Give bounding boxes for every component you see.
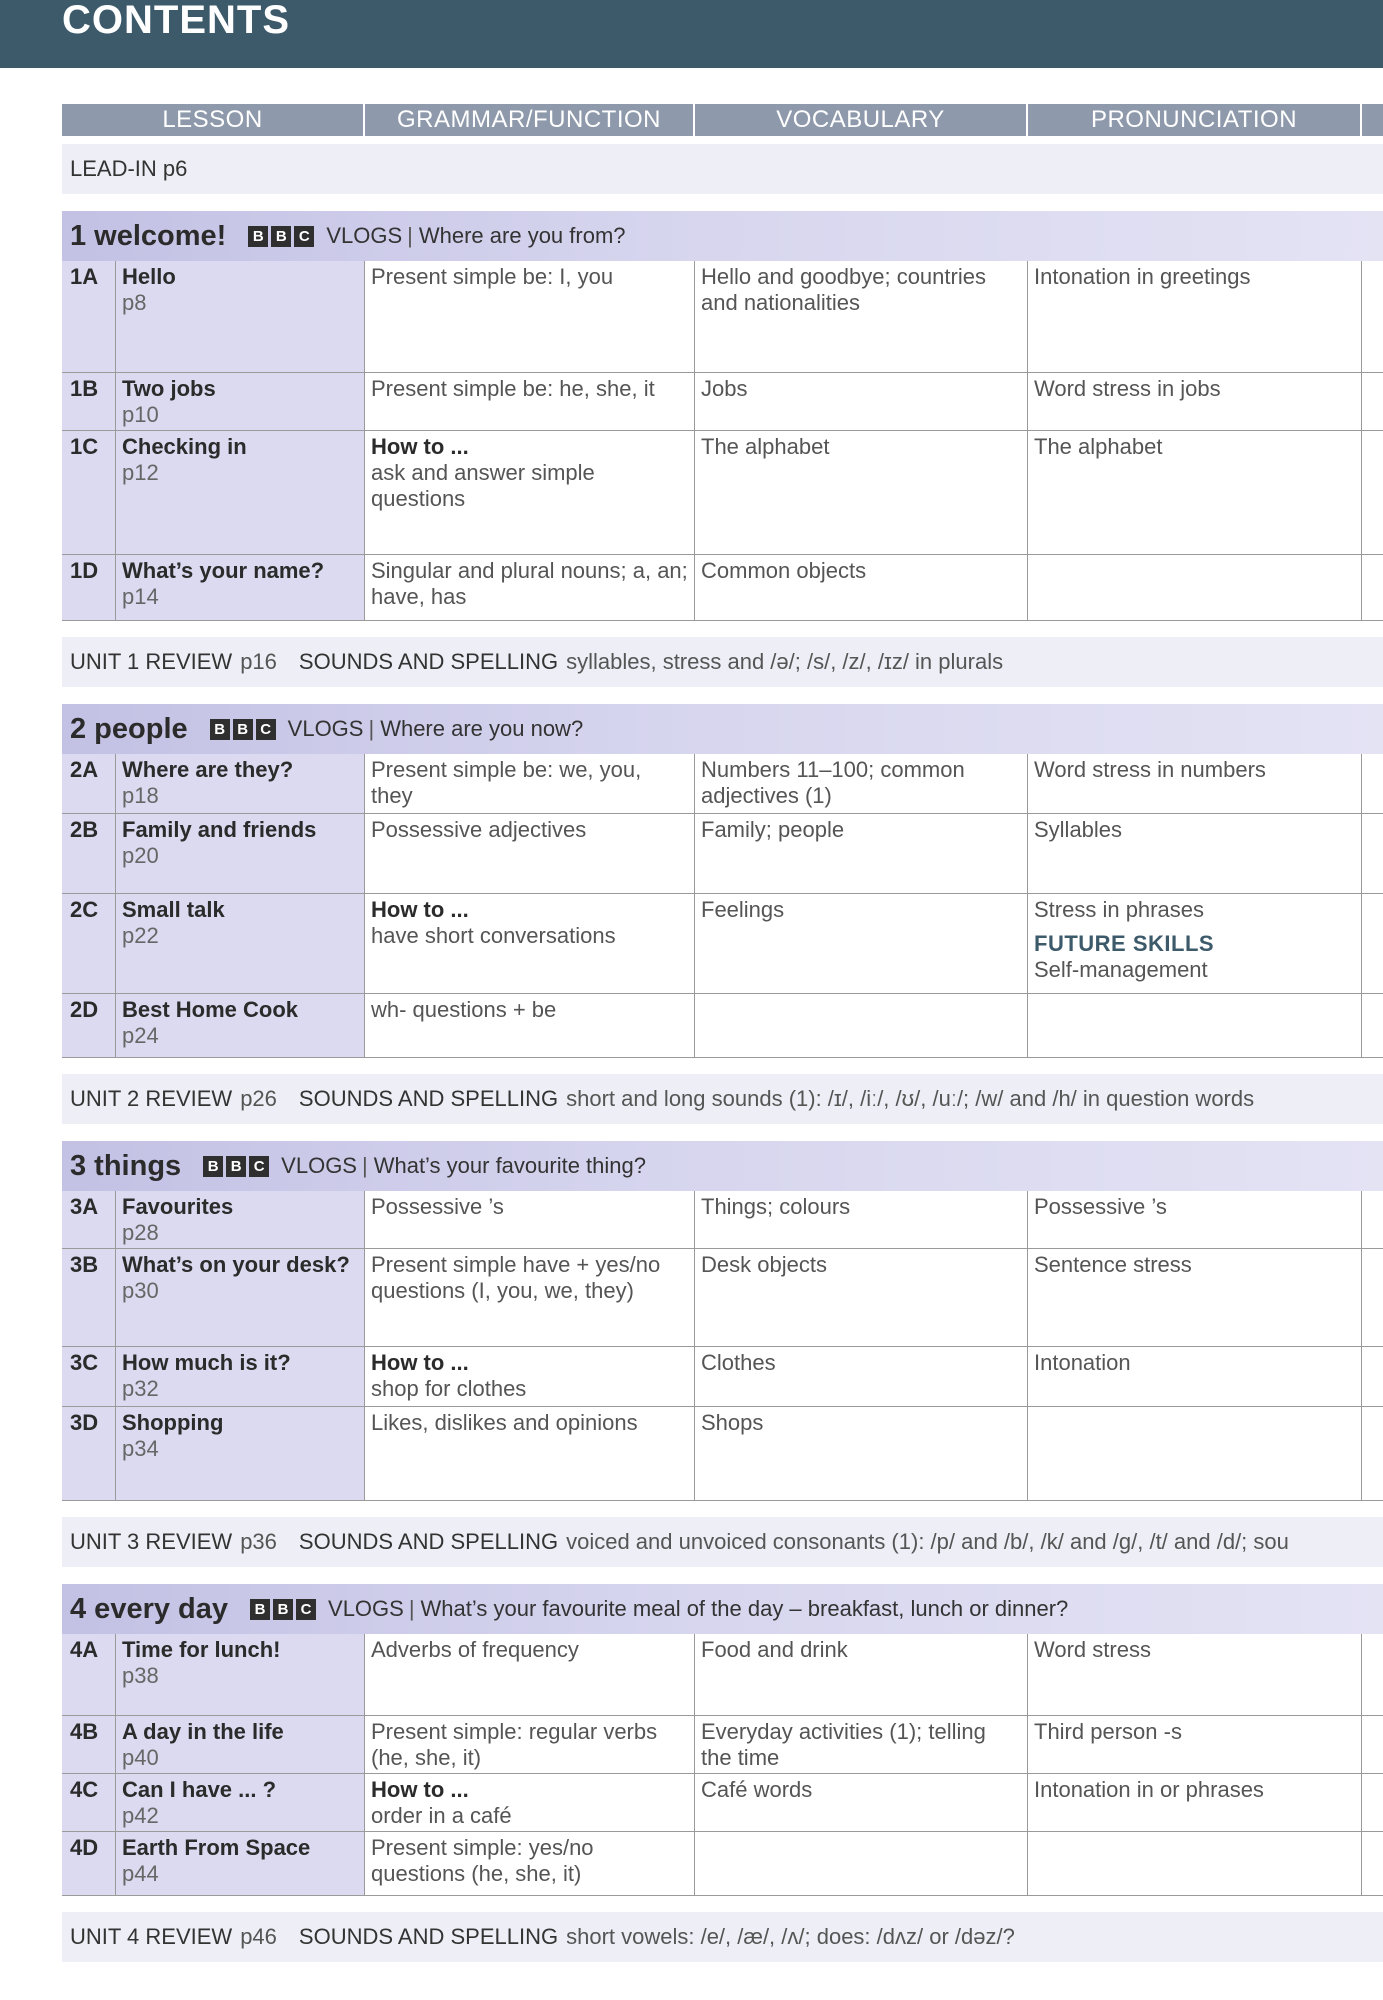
lesson-row	[62, 1774, 1383, 1832]
pronunciation-cell	[1028, 1832, 1362, 1895]
lesson-page: p12	[122, 460, 159, 485]
row-edge	[1362, 814, 1383, 893]
row-edge	[1362, 1249, 1383, 1346]
grammar-cell	[365, 814, 695, 893]
vlogs-question: What’s your favourite thing?	[373, 1153, 646, 1178]
review-page: p46	[240, 1924, 277, 1949]
how-to-label: How to ...	[371, 897, 469, 922]
grammar-cell	[365, 754, 695, 813]
pronunciation-cell	[1028, 894, 1362, 993]
bbc-logo	[203, 1156, 269, 1177]
pronunciation-cell	[1028, 1634, 1362, 1715]
lesson-row	[62, 1716, 1383, 1774]
vocabulary-cell: Food and drink	[695, 1634, 1028, 1715]
pronunciation-text: Word stress in jobs	[1034, 376, 1221, 401]
lesson-name: Where are they?	[122, 757, 294, 782]
lesson-code: 3A	[62, 1191, 116, 1248]
lesson-cell	[116, 894, 365, 993]
grammar-text: wh- questions + be	[371, 997, 557, 1022]
row-edge	[1362, 1832, 1383, 1895]
vocabulary-cell: Hello and goodbye; countries and nationalities	[695, 261, 1028, 372]
grammar-text: Singular and plural nouns; a, an; have, has	[371, 558, 688, 609]
lesson-page: p24	[122, 1023, 159, 1048]
how-to-label: How to ...	[371, 1350, 469, 1375]
vlogs-label: VLOGS	[328, 1596, 404, 1621]
row-edge	[1362, 1716, 1383, 1773]
row-edge	[1362, 1407, 1383, 1500]
lesson-cell	[116, 1249, 365, 1346]
vocabulary-cell: Family; people	[695, 814, 1028, 893]
lesson-row	[62, 555, 1383, 621]
how-to-label: How to ...	[371, 1777, 469, 1802]
lesson-row	[62, 1634, 1383, 1716]
vlogs-label: VLOGS	[326, 223, 403, 248]
bbc-letter: C	[256, 719, 276, 740]
lesson-code: 2B	[62, 814, 116, 893]
lesson-cell	[116, 431, 365, 554]
pronunciation-text: Third person -s	[1034, 1719, 1182, 1744]
row-edge	[1362, 1347, 1383, 1406]
pronunciation-cell	[1028, 431, 1362, 554]
unit-heading	[62, 1584, 1383, 1634]
sounds-and-spelling-text: short and long sounds (1): /ɪ/, /iː/, /ʊ/, /uː/; /w/ and /h/ in question words	[566, 1086, 1255, 1111]
lesson-cell	[116, 754, 365, 813]
grammar-cell	[365, 1832, 695, 1895]
lesson-name: What’s your name?	[122, 558, 325, 583]
lesson-code: 4D	[62, 1832, 116, 1895]
column-header-pronunciation: PRONUNCIATION	[1028, 104, 1362, 136]
header-banner	[0, 0, 1383, 68]
bbc-letter: B	[210, 719, 230, 740]
row-edge	[1362, 894, 1383, 993]
lesson-cell	[116, 373, 365, 430]
bbc-letter: B	[203, 1156, 223, 1177]
lesson-row	[62, 1191, 1383, 1249]
lesson-row	[62, 1832, 1383, 1896]
lesson-row	[62, 754, 1383, 814]
pronunciation-cell	[1028, 1407, 1362, 1500]
grammar-cell	[365, 1774, 695, 1831]
lesson-page: p22	[122, 923, 159, 948]
unit-heading	[62, 211, 1383, 261]
lesson-page: p18	[122, 783, 159, 808]
pronunciation-cell	[1028, 1774, 1362, 1831]
lesson-name: Shopping	[122, 1410, 224, 1435]
review-label: UNIT 2 REVIEW	[70, 1086, 233, 1111]
grammar-text: Present simple be: we, you, they	[371, 757, 642, 808]
unit-title: 4 every day	[70, 1592, 229, 1625]
sounds-and-spelling-text: voiced and unvoiced consonants (1): /p/ and /b/, /k/ and /g/, /t/ and /d/; sou	[566, 1529, 1289, 1554]
pronunciation-cell	[1028, 1249, 1362, 1346]
lesson-cell	[116, 1347, 365, 1406]
vocabulary-cell: Café words	[695, 1774, 1028, 1831]
grammar-cell	[365, 1716, 695, 1773]
sounds-and-spelling-label: SOUNDS AND SPELLING	[298, 1924, 559, 1949]
units-container	[62, 211, 1383, 1962]
grammar-cell	[365, 1347, 695, 1406]
row-edge	[1362, 261, 1383, 372]
lesson-cell	[116, 1634, 365, 1715]
lesson-row	[62, 1347, 1383, 1407]
pronunciation-text: Word stress in numbers	[1034, 757, 1266, 782]
vlogs-question: What’s your favourite meal of the day – breakfast, lunch or dinner?	[420, 1596, 1069, 1621]
bbc-logo	[210, 719, 276, 740]
lesson-page: p14	[122, 584, 159, 609]
lesson-code: 4A	[62, 1634, 116, 1715]
unit-section	[62, 1584, 1383, 1962]
lesson-code: 4C	[62, 1774, 116, 1831]
unit-section	[62, 211, 1383, 687]
unit-section	[62, 704, 1383, 1124]
vocabulary-cell: Feelings	[695, 894, 1028, 993]
pronunciation-cell	[1028, 994, 1362, 1057]
lesson-name: Checking in	[122, 434, 247, 459]
lesson-row	[62, 1407, 1383, 1501]
grammar-text: Adverbs of frequency	[371, 1637, 579, 1662]
grammar-cell	[365, 1634, 695, 1715]
column-header-vocabulary: VOCABULARY	[695, 104, 1028, 136]
bbc-letter: C	[249, 1156, 269, 1177]
row-edge	[1362, 555, 1383, 620]
grammar-text: have short conversations	[371, 923, 616, 948]
pronunciation-text: Intonation in or phrases	[1034, 1777, 1264, 1802]
vlogs-separator: |	[408, 1596, 415, 1621]
sounds-and-spelling-text: syllables, stress and /ə/; /s/, /z/, /ɪz/ in plurals	[566, 649, 1004, 674]
unit-title: 3 things	[70, 1149, 182, 1182]
bbc-logo	[248, 226, 314, 247]
column-header-grammar: GRAMMAR/FUNCTION	[365, 104, 695, 136]
lesson-cell	[116, 555, 365, 620]
lesson-name: Hello	[122, 264, 176, 289]
grammar-cell	[365, 1249, 695, 1346]
bbc-letter: B	[233, 719, 253, 740]
lesson-name: Time for lunch!	[122, 1637, 281, 1662]
lesson-page: p42	[122, 1803, 159, 1828]
review-page: p16	[240, 649, 277, 674]
grammar-cell	[365, 1407, 695, 1500]
lesson-name: Best Home Cook	[122, 997, 299, 1022]
column-header-lesson: LESSON	[62, 104, 365, 136]
lesson-code: 1C	[62, 431, 116, 554]
grammar-text: Present simple: regular verbs (he, she, it)	[371, 1719, 658, 1770]
lesson-page: p28	[122, 1220, 159, 1245]
sounds-and-spelling-text: short vowels: /e/, /æ/, /ʌ/; does: /dʌz/ or /dəz/?	[566, 1924, 1015, 1949]
lesson-cell	[116, 1716, 365, 1773]
vocabulary-cell: Clothes	[695, 1347, 1028, 1406]
lesson-code: 2D	[62, 994, 116, 1057]
lesson-page: p32	[122, 1376, 159, 1401]
lead-in-row: LEAD-IN p6	[62, 144, 1383, 194]
lesson-name: Family and friends	[122, 817, 317, 842]
vocabulary-cell	[695, 1832, 1028, 1895]
unit-heading	[62, 1141, 1383, 1191]
grammar-cell	[365, 1191, 695, 1248]
row-edge	[1362, 431, 1383, 554]
lesson-cell	[116, 1774, 365, 1831]
pronunciation-text: Possessive ’s	[1034, 1194, 1167, 1219]
lesson-page: p30	[122, 1278, 159, 1303]
bbc-letter: B	[271, 226, 291, 247]
unit-review-row	[62, 1074, 1383, 1124]
pronunciation-text: Intonation in greetings	[1034, 264, 1251, 289]
unit-heading	[62, 704, 1383, 754]
lesson-cell	[116, 1191, 365, 1248]
vocabulary-cell: Things; colours	[695, 1191, 1028, 1248]
page-title: CONTENTS	[62, 0, 290, 42]
lesson-page: p8	[122, 290, 147, 315]
pronunciation-cell	[1028, 1716, 1362, 1773]
vocabulary-cell: Common objects	[695, 555, 1028, 620]
lesson-code: 2C	[62, 894, 116, 993]
lesson-name: Earth From Space	[122, 1835, 311, 1860]
review-page: p36	[240, 1529, 277, 1554]
unit-review-row	[62, 1912, 1383, 1962]
vocabulary-cell: Jobs	[695, 373, 1028, 430]
grammar-cell	[365, 261, 695, 372]
column-header-bar	[62, 104, 1383, 136]
grammar-cell	[365, 894, 695, 993]
vocabulary-cell: Desk objects	[695, 1249, 1028, 1346]
lesson-code: 4B	[62, 1716, 116, 1773]
vocabulary-cell: The alphabet	[695, 431, 1028, 554]
lesson-row	[62, 431, 1383, 555]
lesson-page: p20	[122, 843, 159, 868]
lesson-page: p34	[122, 1436, 159, 1461]
pronunciation-cell	[1028, 754, 1362, 813]
lesson-page: p10	[122, 402, 159, 427]
pronunciation-text: Word stress	[1034, 1637, 1151, 1662]
pronunciation-cell	[1028, 555, 1362, 620]
lesson-cell	[116, 994, 365, 1057]
bbc-letter: C	[296, 1599, 316, 1620]
vocabulary-cell	[695, 994, 1028, 1057]
lesson-code: 3B	[62, 1249, 116, 1346]
grammar-text: Present simple have + yes/no questions (I, you, we, they)	[371, 1252, 661, 1303]
lesson-name: A day in the life	[122, 1719, 284, 1744]
lesson-row	[62, 1249, 1383, 1347]
vlogs-separator: |	[368, 716, 375, 741]
grammar-text: Possessive adjectives	[371, 817, 587, 842]
vlogs-question: Where are you now?	[380, 716, 584, 741]
future-skills-detail: Self-management	[1034, 957, 1208, 982]
lesson-row	[62, 894, 1383, 994]
pronunciation-cell	[1028, 1191, 1362, 1248]
lesson-name: Can I have ... ?	[122, 1777, 277, 1802]
grammar-text: shop for clothes	[371, 1376, 527, 1401]
lesson-row	[62, 994, 1383, 1058]
grammar-cell	[365, 994, 695, 1057]
review-page: p26	[240, 1086, 277, 1111]
sounds-and-spelling-label: SOUNDS AND SPELLING	[298, 1529, 559, 1554]
lesson-code: 3D	[62, 1407, 116, 1500]
future-skills-label: FUTURE SKILLS	[1034, 931, 1215, 956]
row-edge	[1362, 994, 1383, 1057]
lesson-cell	[116, 261, 365, 372]
lesson-name: What’s on your desk?	[122, 1252, 350, 1277]
lesson-row	[62, 261, 1383, 373]
lesson-row	[62, 814, 1383, 894]
lesson-page: p40	[122, 1745, 159, 1770]
bbc-logo	[250, 1599, 316, 1620]
pronunciation-text: Syllables	[1034, 817, 1123, 842]
grammar-text: Present simple be: I, you	[371, 264, 614, 289]
lesson-name: Two jobs	[122, 376, 216, 401]
sounds-and-spelling-label: SOUNDS AND SPELLING	[298, 649, 559, 674]
pronunciation-cell	[1028, 1347, 1362, 1406]
row-edge	[1362, 1774, 1383, 1831]
pronunciation-text: Intonation	[1034, 1350, 1131, 1375]
lesson-name: Favourites	[122, 1194, 234, 1219]
grammar-text: Likes, dislikes and opinions	[371, 1410, 638, 1435]
lesson-code: 3C	[62, 1347, 116, 1406]
lesson-code: 1A	[62, 261, 116, 372]
lesson-page: p38	[122, 1663, 159, 1688]
grammar-cell	[365, 431, 695, 554]
unit-title: 2 people	[70, 712, 188, 745]
unit-review-row	[62, 637, 1383, 687]
unit-review-row	[62, 1517, 1383, 1567]
bbc-letter: C	[294, 226, 314, 247]
bbc-letter: B	[273, 1599, 293, 1620]
lesson-code: 1B	[62, 373, 116, 430]
vocabulary-cell: Shops	[695, 1407, 1028, 1500]
how-to-label: How to ...	[371, 434, 469, 459]
grammar-text: order in a café	[371, 1803, 512, 1828]
bbc-letter: B	[248, 226, 268, 247]
lesson-name: Small talk	[122, 897, 225, 922]
pronunciation-text: Sentence stress	[1034, 1252, 1192, 1277]
row-edge	[1362, 754, 1383, 813]
sounds-and-spelling-label: SOUNDS AND SPELLING	[298, 1086, 559, 1111]
grammar-text: Present simple be: he, she, it	[371, 376, 655, 401]
review-label: UNIT 4 REVIEW	[70, 1924, 233, 1949]
lesson-page: p44	[122, 1861, 159, 1886]
unit-title: 1 welcome!	[70, 219, 227, 252]
vocabulary-cell: Everyday activities (1); telling the time	[695, 1716, 1028, 1773]
vlogs-question: Where are you from?	[418, 223, 626, 248]
grammar-text: Possessive ’s	[371, 1194, 504, 1219]
vlogs-label: VLOGS	[281, 1153, 357, 1178]
vocabulary-cell: Numbers 11–100; common adjectives (1)	[695, 754, 1028, 813]
grammar-cell	[365, 373, 695, 430]
vlogs-separator: |	[361, 1153, 368, 1178]
lesson-cell	[116, 814, 365, 893]
lesson-row	[62, 373, 1383, 431]
unit-section	[62, 1141, 1383, 1567]
pronunciation-text: Stress in phrases	[1034, 897, 1204, 922]
lesson-cell	[116, 1832, 365, 1895]
pronunciation-cell	[1028, 261, 1362, 372]
review-label: UNIT 3 REVIEW	[70, 1529, 233, 1554]
vlogs-separator: |	[407, 223, 413, 248]
pronunciation-cell	[1028, 373, 1362, 430]
row-edge	[1362, 1634, 1383, 1715]
lesson-cell	[116, 1407, 365, 1500]
bbc-letter: B	[250, 1599, 270, 1620]
contents-table	[62, 104, 1383, 1962]
vlogs-label: VLOGS	[287, 716, 364, 741]
grammar-text: Present simple: yes/no questions (he, she, it)	[371, 1835, 594, 1886]
row-edge	[1362, 1191, 1383, 1248]
lesson-code: 2A	[62, 754, 116, 813]
lesson-name: How much is it?	[122, 1350, 291, 1375]
grammar-cell	[365, 555, 695, 620]
pronunciation-cell	[1028, 814, 1362, 893]
grammar-text: ask and answer simple questions	[371, 460, 595, 511]
row-edge	[1362, 373, 1383, 430]
bbc-letter: B	[226, 1156, 246, 1177]
review-label: UNIT 1 REVIEW	[70, 649, 233, 674]
lesson-code: 1D	[62, 555, 116, 620]
pronunciation-text: The alphabet	[1034, 434, 1163, 459]
